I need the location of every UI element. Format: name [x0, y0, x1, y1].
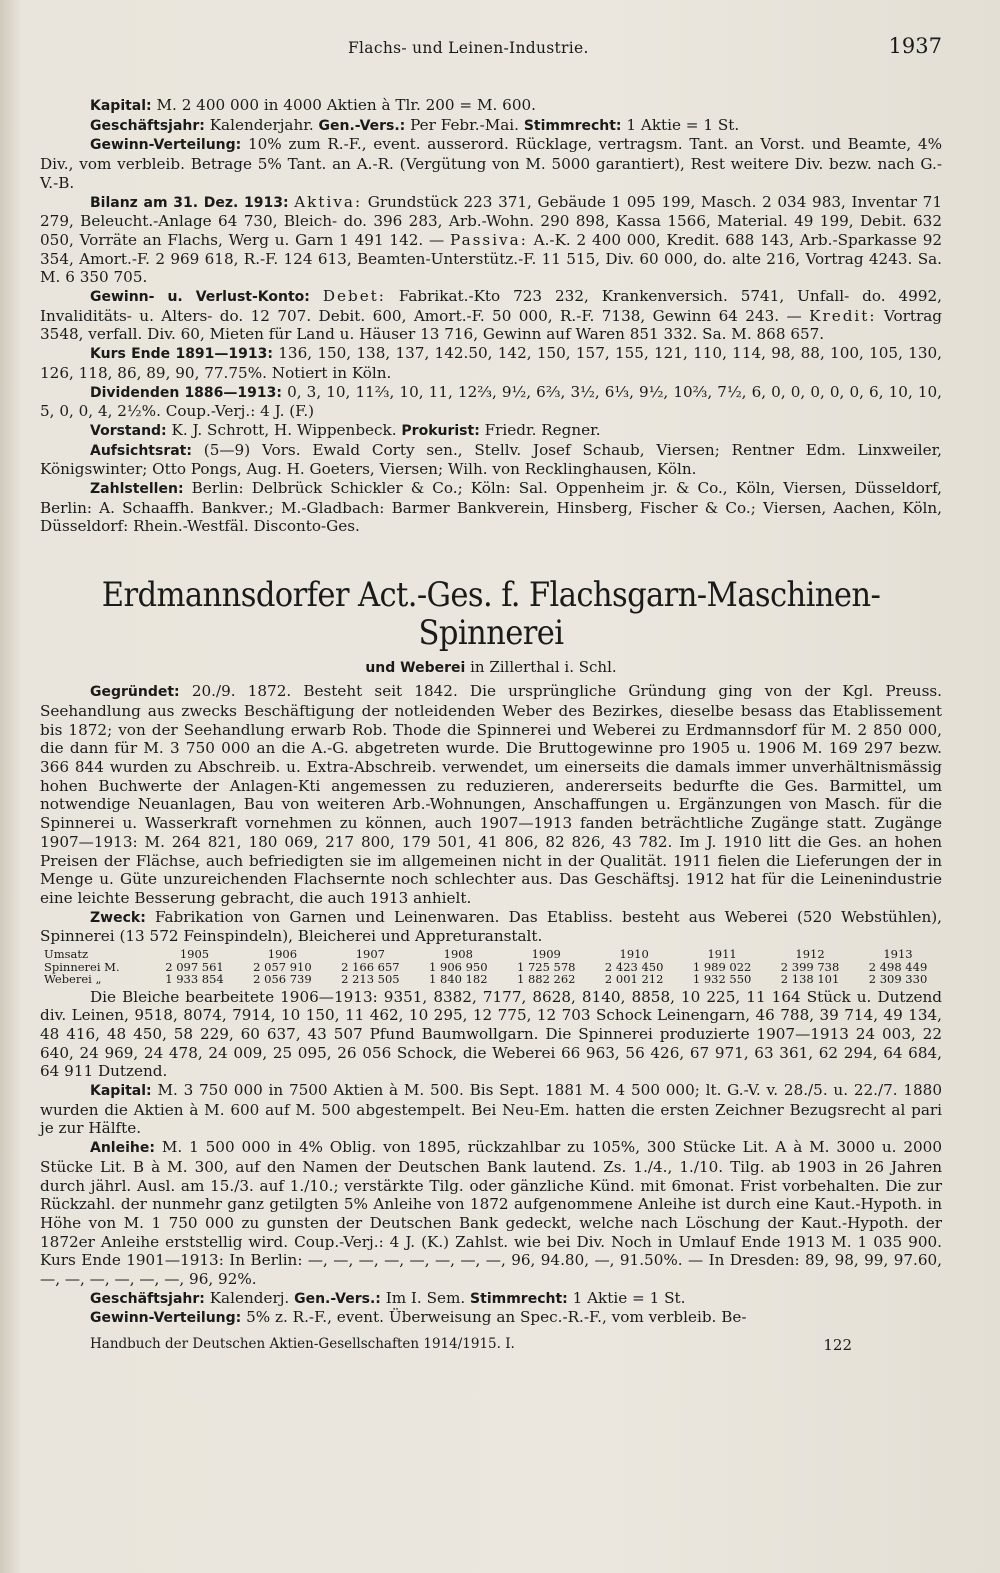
- umsatz-header-cell: 1910: [619, 947, 649, 962]
- table-cell: 1 906 950: [429, 959, 488, 974]
- umsatz-header-cell: 1909: [531, 947, 561, 962]
- anleihe-label: Anleihe:: [90, 1140, 155, 1157]
- anleihe-paragraph: [40, 1138, 942, 1289]
- aktiva-text: Grundstück 223 371, Gebäude 1 095 199, Masch. 2 034 983, Inventar 71 279, Beleucht.-Anlage 64 730, Bleich- do. 396 283, Arb.-Wohn. 290 898, Kassa 1566, Material. 49 199, Debit. 632 050, Vorräte an Flachs, Werg u. Garn 1 491 142. —: [40, 192, 942, 249]
- umsatz-header-cell: 1905: [179, 947, 210, 962]
- passiva-label: Passiva:: [450, 230, 528, 249]
- debet-label: Debet:: [322, 287, 386, 306]
- table-cell: 1 882 262: [516, 972, 576, 987]
- kurs-paragraph: [40, 344, 942, 382]
- geschaeftsjahr-label: Geschäftsjahr:: [90, 1290, 205, 1307]
- umsatz-header-cell: 1912: [795, 947, 825, 962]
- stimmrecht-text: 1 Aktie = 1 St.: [572, 1288, 686, 1307]
- company-section: [40, 682, 942, 1328]
- gegruendet-text: 20./9. 1872. Besteht seit 1842. Die ursprüngliche Gründung ging von der Kgl. Preuss. Seehandlung aus zwecks Beschäftigung der notleidenden Weber des Bezirkes, dieselbe besass das Etablissement bis 1872; von der Seehandlung erwarb Rob. Thode die Spinnerei und Weberei zu Erdmannsdorf für M. 2 850 000, die dann für M. 3 750 000 an die A.-G. abgetreten wurde. Die Bruttogewinne pro 1905 u. 1906 M. 169 297 bezw. 366 844 wurden zu Abschreib. u. Extra-Abschreib. verwendet, um einerseits die damals immer unverhältnismässig hohen Buchwerte der Anlagen-Kti angemessen zu reduzieren, andererseits bedurfte die Ges. Barmittel, um notwendige Neuanlagen, Bau von weiteren Arb.-Wohnungen, Anschaffungen u. Ergänzungen von Masch. für die Spinnerei u. Wasserkraft vornehmen zu können, auch 1907—1913 fanden beträchtliche Zugänge statt. Zugänge 1907—1913: M. 264 821, 180 069, 217 800, 179 501, 41 806, 82 826, 43 782. Im J. 1910 litt die Ges. an hohen Preisen der Flächse, auch befriedigten sie im allgemeinen nicht in der Qualität. 1911 fielen die Lieferungen der in Menge u. Güte unzureichenden Flachsernte noch schlechter aus. Das Geschäftsj. 1912 hat für die Leinenindustrie eine leichte Besserung gebracht, die auch 1913 anhielt.: [40, 682, 942, 907]
- table-cell: Spinnerei M.: [44, 959, 120, 974]
- gewinn-label: Gewinn-Verteilung:: [90, 1310, 242, 1327]
- gegruendet-label: Gegründet:: [90, 684, 180, 701]
- prokurist-label: Prokurist:: [401, 422, 480, 439]
- kapital-label: Kapital:: [90, 98, 152, 114]
- zweck-paragraph: [40, 908, 942, 946]
- guv-paragraph: [40, 287, 942, 344]
- table-cell: 1 840 182: [429, 972, 488, 987]
- guv-label: Gewinn- u. Verlust-Konto:: [90, 289, 310, 306]
- aufsichtsrat-label: Aufsichtsrat:: [90, 442, 192, 459]
- prokurist-text: Friedr. Regner.: [484, 420, 601, 439]
- kapital-text: M. 2 400 000 in 4000 Aktien à Tlr. 200 = M. 600.: [156, 96, 536, 114]
- kapital-paragraph: [40, 1081, 942, 1138]
- gen-vers-text: Im I. Sem.: [385, 1288, 466, 1307]
- footer-book-title: Handbuch der Deutschen Aktien-Gesellschaften 1914/1915. I.: [90, 1336, 515, 1353]
- table-cell: 2 001 212: [604, 972, 664, 987]
- table-cell: 1 989 022: [692, 959, 752, 974]
- kurs-label: Kurs Ende 1891—1913:: [90, 346, 273, 363]
- page-number: 1937: [888, 34, 942, 58]
- geschaeftsjahr-text: Kalenderj.: [209, 1288, 290, 1307]
- umsatz-header-cell: 1907: [355, 947, 385, 962]
- umsatz-header-row: [40, 948, 942, 961]
- company-title: Erdmannsdorfer Act.-Ges. f. Flachsgarn-Maschinen-Spinnerei: [101, 575, 881, 654]
- bilanz-paragraph: [40, 193, 942, 288]
- passiva-text: A.-K. 2 400 000, Kredit. 688 143, Arb.-Sparkasse 92 354, Amort.-F. 2 969 618, R.-F. 124 613, Beamten-Unterstütz.-F. 11 515, Div. 60 000, do. alte 216, Vortrag 4243. Sa. M. 6 350 705.: [40, 230, 943, 287]
- zweck-label: Zweck:: [90, 909, 146, 926]
- gen-vers-text: Per Febr.-Mai.: [410, 115, 519, 134]
- aufsichtsrat-paragraph: [40, 441, 942, 479]
- zweck-text: Fabrikation von Garnen und Leinenwaren. Das Etabliss. besteht aus Weberei (520 Webstühlen), Spinnerei (13 572 Feinspindeln), Bleicherei und Appreturanstalt.: [40, 907, 942, 946]
- kapital-text: M. 3 750 000 in 7500 Aktien à M. 500. Bis Sept. 1881 M. 4 500 000; lt. G.-V. v. 28./5. u. 22./7. 1880 wurden die Aktien à M. 600 auf M. 500 abgestempelt. Bei Neu-Em. hatten die ersten Zeichner Bezugsrecht al pari je zur Hälfte.: [40, 1081, 942, 1138]
- dividenden-paragraph: [40, 383, 942, 421]
- gewinn-paragraph: [40, 135, 942, 192]
- gegruendet-paragraph: [40, 682, 942, 907]
- gen-vers-label: Gen.-Vers.:: [294, 1290, 381, 1307]
- umsatz-header-cell: Umsatz: [44, 947, 89, 962]
- page-header: [348, 34, 942, 58]
- stimmrecht-label: Stimmrecht:: [470, 1290, 568, 1307]
- kapital-label: Kapital:: [90, 1083, 152, 1100]
- geschaeftsjahr-label: Geschäftsjahr:: [90, 117, 205, 134]
- company-subtitle-bold: und Weberei: [365, 660, 466, 677]
- table-cell: 2 138 101: [780, 972, 840, 987]
- gewinn-text: 10% zum R.-F., event. ausserord. Rücklage, vertragsm. Tant. an Vorst. und Beamte, 4% Div., vom verbleib. Betrage 5% Tant. an A.-R. (Vergütung von M. 5000 garantiert), Rest weitere Div. bezw. nach G.-V.-B.: [40, 135, 943, 192]
- table-cell: 2 213 505: [341, 972, 400, 987]
- footer-sheet-number: 122: [823, 1336, 852, 1355]
- company-subtitle: [40, 658, 942, 676]
- stimmrecht-label: Stimmrecht:: [523, 117, 622, 134]
- prev-company-section: [40, 96, 942, 536]
- gen-vers-label: Gen.-Vers.:: [318, 117, 406, 134]
- table-row: [40, 973, 942, 986]
- kredit-label: Kredit:: [809, 306, 877, 325]
- table-cell: 2 166 657: [341, 959, 400, 974]
- gewinn-paragraph: [40, 1308, 942, 1328]
- aktiva-label: Aktiva:: [294, 192, 363, 211]
- table-cell: 1 932 550: [692, 972, 752, 987]
- debet-text: Fabrikat.-Kto 723 232, Krankenversich. 5741, Unfall- do. 4992, Invaliditäts- u. Alters- do. 12 707. Debit. 600, Amort.-F. 50 000, R.-F. 7138, Gewinn 64 243. —: [40, 287, 942, 325]
- table-cell: 1 725 578: [516, 959, 576, 974]
- table-cell: 2 498 449: [868, 959, 928, 974]
- kredit-text: Vortrag 3548, verfall. Div. 60, Mieten für Land u. Häuser 13 716, Gewinn auf Waren 851 332. Sa. M. 868 657.: [40, 306, 943, 344]
- umsatz-header-cell: 1913: [883, 947, 913, 962]
- umsatz-table: [40, 948, 942, 986]
- table-cell: 2 399 738: [780, 959, 840, 974]
- umsatz-header-cell: 1908: [443, 947, 473, 962]
- gewinn-label: Gewinn-Verteilung:: [90, 137, 242, 154]
- table-cell: 2 309 330: [868, 972, 928, 987]
- zahlstellen-paragraph: [40, 479, 942, 536]
- bleiche-paragraph: Die Bleiche bearbeitete 1906—1913: 9351, 8382, 7177, 8628, 8140, 8858, 10 225, 11 164 Stück u. Dutzend div. Leinen, 9518, 8074, 7914, 10 150, 11 462, 10 295, 12 775, 12 703 Schock Leinengarn, 46 788, 39 714, 49 134, 48 416, 48 450, 58 229, 60 637, 43 507 Pfund Baumwollgarn. Die Spinnerei produzierte 1907—1913 24 003, 22 640, 24 969, 24 478, 24 009, 25 095, 26 056 Schock, die Weberei 66 963, 56 426, 67 971, 63 361, 62 294, 64 684, 64 911 Dutzend.: [40, 987, 942, 1081]
- umsatz-header-cell: 1911: [707, 947, 737, 962]
- bilanz-label: Bilanz am 31. Dez. 1913:: [90, 194, 289, 211]
- running-title: Flachs- und Leinen-Industrie.: [348, 39, 589, 57]
- vorstand-text: K. J. Schrott, H. Wippenbeck.: [171, 420, 397, 439]
- vorstand-label: Vorstand:: [90, 422, 167, 439]
- dividenden-text: 0, 3, 10, 11⅔, 10, 11, 12⅔, 9½, 6⅔, 3½, 6⅓, 9½, 10⅔, 7½, 6, 0, 0, 0, 0, 0, 6, 10, 10, 5, 0, 0, 4, 2½%. Coup.-Verj.: 4 J. (F.): [40, 382, 943, 421]
- vorstand-paragraph: [40, 421, 942, 441]
- geschaeftsjahr-paragraph: [40, 116, 942, 136]
- kapital-paragraph: [40, 96, 942, 116]
- zahlstellen-label: Zahlstellen:: [90, 481, 184, 498]
- stimmrecht-text: 1 Aktie = 1 St.: [626, 115, 740, 134]
- company-subtitle-rest: in Zillerthal i. Schl.: [470, 658, 617, 677]
- table-cell: 2 097 561: [165, 959, 224, 974]
- aufsichtsrat-text: (5—9) Vors. Ewald Corty sen., Stellv. Josef Schaub, Viersen; Rentner Edm. Linxweiler, Königswinter; Otto Pongs, Aug. H. Goeters, Viersen; Wilh. von Recklinghausen, Köln.: [40, 440, 943, 479]
- page-footer: [90, 1336, 942, 1354]
- table-cell: Weberei „: [44, 972, 102, 987]
- geschaeftsjahr-text: Kalenderjahr.: [209, 115, 314, 134]
- table-cell: 1 933 854: [165, 972, 224, 987]
- table-cell: 2 056 739: [253, 972, 312, 987]
- table-cell: 2 423 450: [604, 959, 664, 974]
- gewinn-text: 5% z. R.-F., event. Überweisung an Spec.-R.-F., vom verbleib. Be-: [246, 1308, 747, 1327]
- dividenden-label: Dividenden 1886—1913:: [90, 384, 282, 401]
- geschaeftsjahr-paragraph: [40, 1289, 942, 1309]
- kurs-text: 136, 150, 138, 137, 142.50, 142, 150, 157, 155, 121, 110, 114, 98, 88, 100, 105, 130, 126, 118, 86, 89, 90, 77.75%. Notiert in Köln.: [40, 344, 942, 382]
- anleihe-text: M. 1 500 000 in 4% Oblig. von 1895, rückzahlbar zu 105%, 300 Stücke Lit. A à M. 3000 u. 2000 Stücke Lit. B à M. 300, auf den Namen der Deutschen Bank lautend. Zs. 1./4., 1./10. Tilg. ab 1903 in 26 Jahren durch jährl. Ausl. am 15./3. auf 1./10.; verstärkte Tilg. oder gänzliche Künd. mit 6monat. Frist vorbehalten. Die zur Rückzahl. der nunmehr ganz getilgten 5% Anleihe von 1872 aufgenommene Anleihe ist durch eine Kaut.-Hypoth. in Höhe von M. 1 750 000 zu gunsten der Deutschen Bank gedeckt, welche nach Löschung der Kaut.-Hypoth. der 1872er Anleihe erststellig wird. Coup.-Verj.: 4 J. (K.) Zahlst. wie bei Div. Noch in Umlauf Ende 1913 M. 1 035 900. Kurs Ende 1901—1913: In Berlin: —, —, —, —, —, —, —, —, 96, 94.80, —, 91.50%. — In Dresden: 89, 98, 99, 97.60, —, —, —, —, —, —, 96, 92%.: [40, 1138, 942, 1289]
- table-cell: 2 057 910: [253, 959, 312, 974]
- umsatz-header-cell: 1906: [267, 947, 298, 962]
- zahlstellen-text: Berlin: Delbrück Schickler & Co.; Köln: Sal. Oppenheim jr. & Co., Köln, Viersen, Düsseldorf, Berlin: A. Schaaffh. Bankver.; M.-Gladbach: Barmer Bankverein, Hinsberg, Fischer & Co.; Viersen, Aachen, Köln, Düsseldorf: Rhein.-Westfäl. Disconto-Ges.: [40, 479, 942, 536]
